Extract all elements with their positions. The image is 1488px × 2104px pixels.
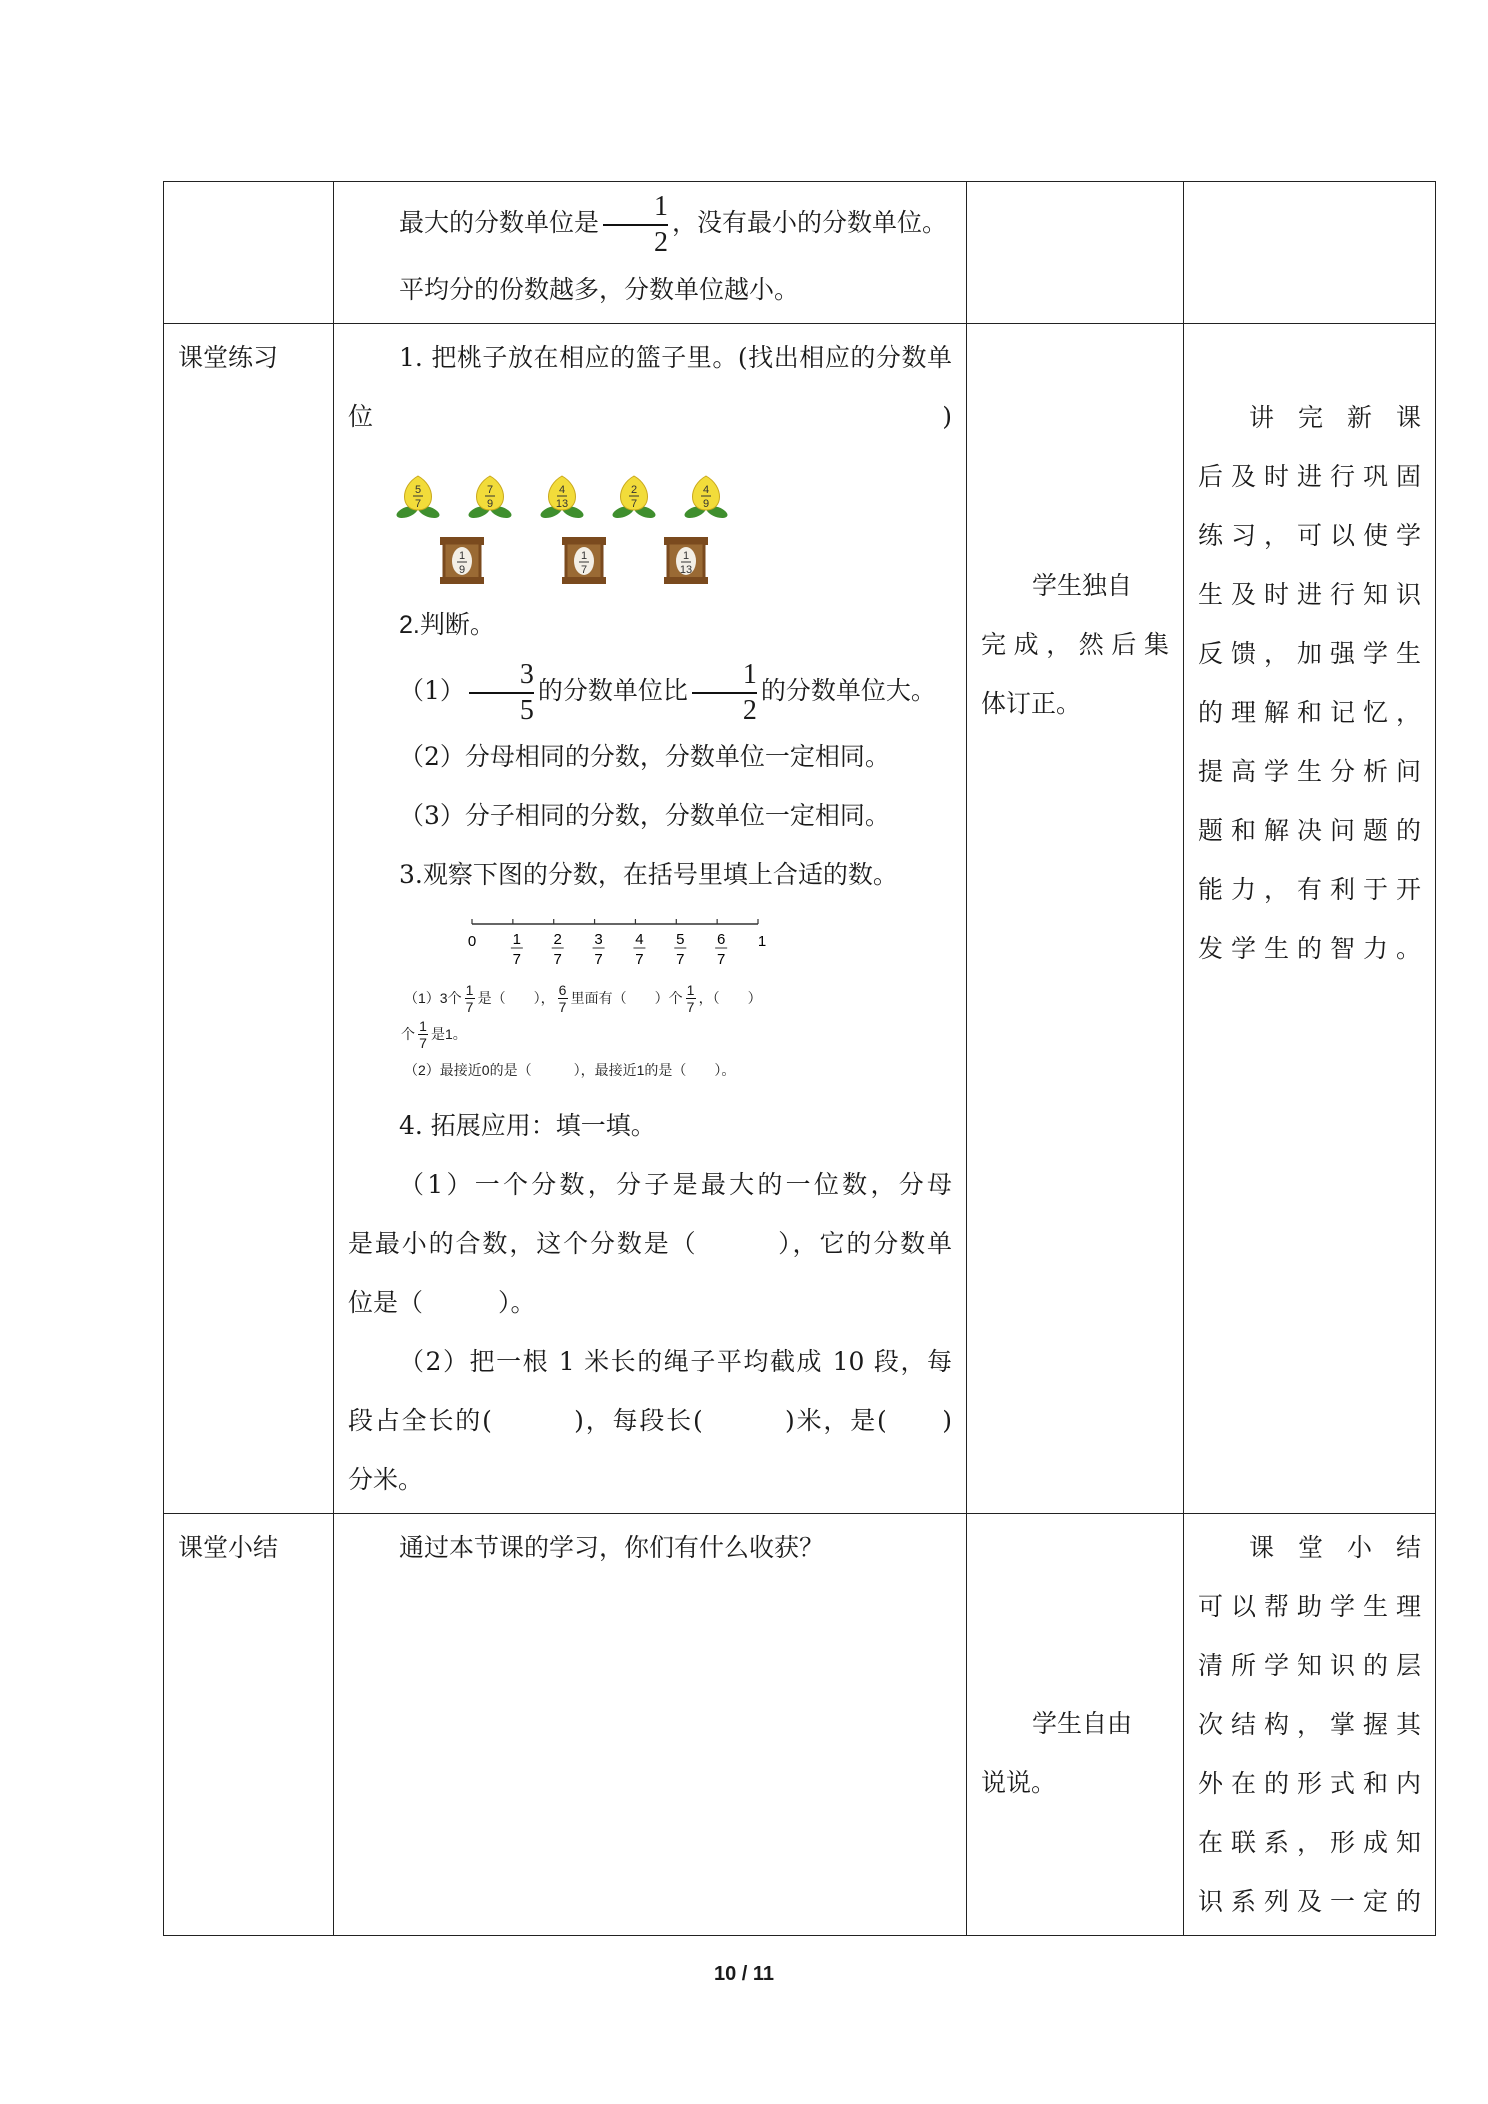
peach-numerator: 7	[486, 484, 494, 496]
intent-line: 练习，可以使学	[1198, 521, 1421, 550]
q4-1a: （1）一个分数，分子是最大的一位数，分母	[399, 1170, 952, 1199]
peach-basket-svg	[348, 446, 952, 596]
fraction: 1 7	[686, 981, 695, 1015]
q4-2c: 分米。	[348, 1465, 424, 1494]
summary-label: 课堂小结	[164, 1514, 334, 1936]
summary-intent-cell	[1184, 1514, 1436, 1936]
tick-denominator: 7	[553, 951, 562, 968]
peach-denominator: 7	[414, 498, 422, 510]
peach-numerator: 2	[630, 484, 638, 496]
design-intent-text	[1198, 388, 1421, 978]
fraction: $\frac{1}{2}$	[603, 193, 668, 257]
fraction: 1 7	[419, 1017, 427, 1051]
basket-base	[562, 577, 606, 584]
intent-line: 课堂小结	[1249, 1533, 1421, 1562]
peach-basket-figure	[348, 446, 952, 596]
tick-numerator: 2	[553, 931, 562, 948]
q3-2-line: （2）最接近0的是（ ），最接近1的是（ ）。	[404, 1062, 736, 1078]
page-number: 10 / 11	[713, 1963, 775, 1985]
row0-intent-cell	[1184, 182, 1436, 324]
tick-denominator: 7	[676, 951, 685, 968]
student-activity-line3: 体订正。	[981, 689, 1082, 718]
basket-numerator: 1	[682, 550, 690, 562]
q4-1b: 是最小的合数，这个分数是（ ），它的分数单	[348, 1229, 952, 1258]
peach-denominator: 9	[702, 498, 710, 510]
basket-denominator: 7	[580, 564, 588, 576]
q3-1-line-cont: 个 1 7 是1。	[401, 1017, 467, 1051]
q3-line: 3.观察下图的分数，在括号里填上合适的数。	[399, 860, 898, 889]
intent-line: 后及时进行巩固	[1198, 462, 1421, 491]
number-line-end: 1	[757, 933, 767, 950]
row0-line2: 平均分的份数越多，分数单位越小。	[399, 275, 800, 304]
q2-1-line: （1） $\frac{3}{5}$ 的分数单位比 $\frac{1}{2}$ 的分数单位大。	[399, 658, 936, 726]
basket-denominator: 13	[679, 564, 693, 576]
peach-icon	[683, 476, 729, 520]
practice-student-cell	[967, 324, 1184, 1514]
peach-numerator: 5	[414, 484, 422, 496]
table-row-summary	[164, 1514, 1436, 1936]
basket-icon	[562, 537, 606, 584]
tick-denominator: 7	[512, 951, 522, 968]
intent-line: 识系列及一定的	[1198, 1887, 1421, 1916]
lesson-table	[163, 181, 1436, 1936]
fraction: 6 7	[558, 981, 567, 1015]
peach-icon	[611, 476, 657, 520]
table-row-intro	[164, 182, 1436, 324]
number-line-figure	[348, 904, 952, 976]
intent-line: 发学生的智力。	[1198, 934, 1421, 963]
intent-line: 可以帮助学生理	[1198, 1592, 1421, 1621]
summary-prompt: 通过本节课的学习，你们有什么收获？	[399, 1533, 825, 1562]
summary-content-cell	[334, 1514, 967, 1936]
summary-student-line1: 学生自由	[1032, 1709, 1133, 1738]
intent-line: 的理解和记忆，	[1198, 698, 1421, 727]
q4-1c: 位是（ ）。	[348, 1288, 536, 1317]
row0-content-cell	[334, 182, 967, 324]
tick-numerator: 6	[716, 931, 726, 948]
row0-student-cell	[967, 182, 1184, 324]
row0-line1: 最大的分数单位是 $\frac{1}{2}$ ，没有最小的分数单位。	[399, 190, 948, 258]
q4-line: 4. 拓展应用：填一填。	[399, 1111, 656, 1140]
q4-2a: （2）把一根 1 米长的绳子平均截成 10 段，每	[399, 1347, 952, 1376]
practice-label: 课堂练习	[164, 324, 334, 1514]
row0-label-cell	[164, 182, 334, 324]
peach-icon	[467, 476, 513, 520]
peach-icon	[539, 476, 585, 520]
student-activity-line2: 完成，然后集	[981, 630, 1169, 659]
intent-line: 讲完新课	[1249, 403, 1421, 432]
tick-numerator: 1	[512, 931, 522, 948]
basket-base	[664, 577, 708, 584]
student-activity-line1: 学生独自	[1032, 571, 1133, 600]
practice-intent-cell	[1184, 324, 1436, 1514]
peach-numerator: 4	[702, 484, 710, 496]
basket-numerator: 1	[580, 550, 588, 562]
q3-sub-block	[348, 976, 952, 1088]
basket-icon	[440, 537, 484, 584]
intent-line: 反馈，加强学生	[1198, 639, 1421, 668]
fraction: $\frac{1}{2}$	[692, 661, 757, 725]
fraction: $\frac{3}{5}$	[469, 661, 534, 725]
fraction: 1 7	[465, 981, 474, 1015]
intent-line: 在联系，形成知	[1198, 1828, 1421, 1857]
tick-denominator: 7	[594, 951, 603, 968]
intent-line: 外在的形式和内	[1198, 1769, 1421, 1798]
peach-denominator: 13	[555, 498, 569, 510]
peach-denominator: 9	[486, 498, 494, 510]
number-line-start: 0	[467, 933, 477, 950]
tick-denominator: 7	[635, 951, 644, 968]
practice-content-cell	[334, 324, 967, 1514]
basket-icon	[664, 537, 708, 584]
tick-numerator: 3	[594, 931, 603, 948]
intent-line: 生及时进行知识	[1198, 580, 1421, 609]
basket-base	[440, 577, 484, 584]
q2-3-line: （3）分子相同的分数，分数单位一定相同。	[399, 801, 890, 830]
peach-numerator: 4	[558, 484, 566, 496]
tick-numerator: 4	[635, 931, 644, 948]
q3-1-line: （1）3个 1 7 是（ ）， 6 7 里面有（ ）个 1 7 ，（ ）	[404, 981, 762, 1015]
basket-numerator: 1	[458, 550, 466, 562]
q4-2b: 段占全长的( )，每段长( )米，是( )	[348, 1406, 952, 1435]
intent-line: 能力，有利于开	[1198, 875, 1421, 904]
tick-numerator: 5	[676, 931, 685, 948]
summary-student-line2: 说说。	[981, 1768, 1057, 1797]
summary-intent-text	[1198, 1518, 1421, 1931]
summary-student-cell	[967, 1514, 1184, 1936]
intent-line: 提高学生分析问	[1198, 757, 1421, 786]
tick-denominator: 7	[716, 951, 726, 968]
number-line-svg	[348, 904, 952, 976]
peach-denominator: 7	[630, 498, 638, 510]
intent-line: 清所学知识的层	[1198, 1651, 1421, 1680]
intent-line: 题和解决问题的	[1198, 816, 1421, 845]
basket-denominator: 9	[458, 564, 466, 576]
peach-icon	[395, 476, 441, 520]
q1-line: 1. 把桃子放在相应的篮子里。(找出相应的分数单位)	[348, 343, 952, 431]
q2-line: 2.判断。	[399, 611, 495, 639]
table-row-practice	[164, 324, 1436, 1514]
intent-line: 次结构，掌握其	[1198, 1710, 1421, 1739]
q2-2-line: （2）分母相同的分数，分数单位一定相同。	[399, 742, 890, 771]
